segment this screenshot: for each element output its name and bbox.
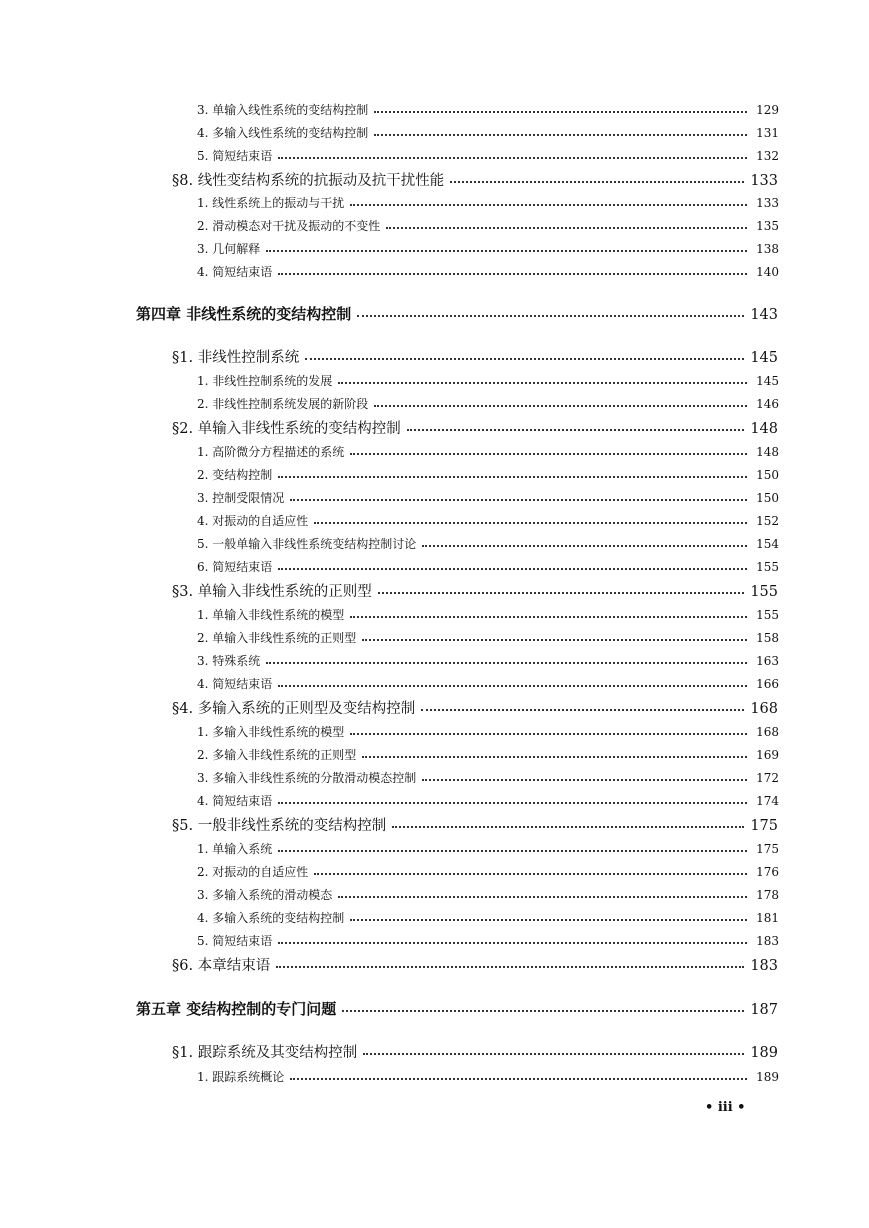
- dot-leader: [374, 405, 747, 407]
- entry-page: 178: [756, 888, 779, 902]
- dot-leader: [338, 382, 747, 384]
- toc-entry: [197, 675, 779, 692]
- entry-label: 1. 单输入非线性系统的模型: [197, 608, 345, 622]
- entry-label: 1. 单输入系统: [197, 842, 273, 856]
- toc-entry: [197, 194, 779, 211]
- toc-entry: [197, 746, 779, 763]
- dot-leader: [266, 662, 747, 664]
- dot-leader: [290, 499, 747, 501]
- page-number-footer: • iii •: [705, 1100, 746, 1115]
- entry-page: 150: [756, 468, 779, 482]
- dot-leader: [362, 639, 747, 641]
- chapter-page: 143: [750, 307, 778, 323]
- dot-leader: [407, 429, 745, 431]
- entry-label: 3. 特殊系统: [197, 654, 261, 668]
- entry-page: 175: [756, 842, 779, 856]
- toc-entry: [197, 535, 779, 552]
- toc-entry: [172, 346, 778, 367]
- entry-label: 2. 滑动模态对干扰及振动的不变性: [197, 219, 381, 233]
- entry-label: 1. 高阶微分方程描述的系统: [197, 445, 345, 459]
- toc-entry: [172, 580, 778, 601]
- entry-page: 148: [756, 445, 779, 459]
- entry-label: 4. 多输入系统的变结构控制: [197, 911, 345, 925]
- entry-page: 176: [756, 865, 779, 879]
- toc-entry: [197, 629, 779, 646]
- entry-page: 155: [750, 584, 778, 600]
- toc-entry: [197, 932, 779, 949]
- entry-page: 133: [756, 196, 779, 210]
- toc-entry: [197, 395, 779, 412]
- dot-leader: [350, 919, 747, 921]
- entry-label: 1. 多输入非线性系统的模型: [197, 725, 345, 739]
- entry-label: 2. 单输入非线性系统的正则型: [197, 631, 357, 645]
- entry-page: 168: [756, 725, 779, 739]
- dot-leader: [266, 250, 747, 252]
- entry-page: 146: [756, 397, 779, 411]
- chapter-label: 第四章 非线性系统的变结构控制: [136, 305, 352, 323]
- entry-page: 145: [756, 374, 779, 388]
- toc-entry: [197, 909, 779, 926]
- entry-label: 3. 多输入系统的滑动模态: [197, 888, 333, 902]
- dot-leader: [450, 181, 744, 183]
- entry-page: 138: [756, 242, 779, 256]
- entry-label: 4. 多输入线性系统的变结构控制: [197, 126, 369, 140]
- entry-label: §5. 一般非线性系统的变结构控制: [172, 818, 387, 834]
- dot-leader: [278, 568, 747, 570]
- toc-entry: [172, 417, 778, 438]
- toc-entry: [172, 814, 778, 835]
- dot-leader: [338, 896, 747, 898]
- toc-entry: [197, 443, 779, 460]
- entry-page: 174: [756, 794, 779, 808]
- entry-page: 168: [750, 701, 778, 717]
- entry-page: 163: [756, 654, 779, 668]
- entry-page: 145: [750, 350, 778, 366]
- dot-leader: [276, 966, 744, 968]
- dot-leader: [278, 850, 747, 852]
- entry-label: 1. 线性系统上的振动与干扰: [197, 196, 345, 210]
- toc-entry: [197, 792, 779, 809]
- entry-label: §6. 本章结束语: [172, 958, 271, 974]
- toc-entry: [197, 840, 779, 857]
- entry-page: 140: [756, 265, 779, 279]
- entry-page: 183: [756, 934, 779, 948]
- entry-page: 155: [756, 560, 779, 574]
- dot-leader: [342, 1010, 744, 1012]
- toc-entry: [172, 954, 778, 975]
- toc-entry: [197, 606, 779, 623]
- dot-leader: [290, 1078, 747, 1080]
- entry-label: 4. 简短结束语: [197, 265, 273, 279]
- entry-label: 5. 一般单输入非线性系统变结构控制讨论: [197, 537, 417, 551]
- entry-label: 2. 对振动的自适应性: [197, 865, 309, 879]
- entry-label: 5. 简短结束语: [197, 149, 273, 163]
- toc-entry: [197, 652, 779, 669]
- entry-page: 154: [756, 537, 779, 551]
- dot-leader: [374, 111, 747, 113]
- entry-label: §2. 单输入非线性系统的变结构控制: [172, 421, 401, 437]
- entry-label: 6. 简短结束语: [197, 560, 273, 574]
- chapter-label: 第五章 变结构控制的专门问题: [136, 1000, 337, 1018]
- toc-entry: [197, 863, 779, 880]
- dot-leader: [350, 453, 747, 455]
- entry-page: 152: [756, 514, 779, 528]
- entry-page: 150: [756, 491, 779, 505]
- entry-label: 2. 变结构控制: [197, 468, 273, 482]
- entry-page: 155: [756, 608, 779, 622]
- dot-leader: [278, 685, 747, 687]
- entry-label: 2. 多输入非线性系统的正则型: [197, 748, 357, 762]
- entry-page: 133: [750, 173, 778, 189]
- entry-label: §1. 非线性控制系统: [172, 350, 300, 366]
- toc-entry: [197, 558, 779, 575]
- entry-page: 189: [750, 1045, 778, 1061]
- toc-entry: [172, 169, 778, 190]
- entry-label: §1. 跟踪系统及其变结构控制: [172, 1045, 358, 1061]
- chapter-entry: [136, 998, 778, 1019]
- dot-leader: [374, 134, 747, 136]
- entry-page: 148: [750, 421, 778, 437]
- dot-leader: [278, 942, 747, 944]
- dot-leader: [422, 545, 747, 547]
- toc-entry: [197, 1068, 779, 1085]
- toc-entry: [197, 466, 779, 483]
- toc-entry: [197, 886, 779, 903]
- dot-leader: [392, 826, 744, 828]
- entry-page: 132: [756, 149, 779, 163]
- dot-leader: [378, 592, 745, 594]
- entry-label: §8. 线性变结构系统的抗振动及抗干扰性能: [172, 173, 445, 189]
- dot-leader: [363, 1053, 744, 1055]
- entry-page: 135: [756, 219, 779, 233]
- entry-label: §3. 单输入非线性系统的正则型: [172, 584, 372, 600]
- toc-entry: [197, 489, 779, 506]
- entry-label: 3. 单输入线性系统的变结构控制: [197, 103, 369, 117]
- dot-leader: [386, 227, 747, 229]
- dot-leader: [350, 204, 747, 206]
- toc-entry: [197, 147, 779, 164]
- dot-leader: [314, 522, 747, 524]
- entry-label: 4. 对振动的自适应性: [197, 514, 309, 528]
- entry-label: 1. 跟踪系统概论: [197, 1070, 285, 1084]
- dot-leader: [305, 358, 744, 360]
- entry-page: 172: [756, 771, 779, 785]
- toc-entry: [197, 101, 779, 118]
- entry-label: 1. 非线性控制系统的发展: [197, 374, 333, 388]
- toc-entry: [197, 769, 779, 786]
- toc-entry: [197, 512, 779, 529]
- entry-label: 3. 控制受限情况: [197, 491, 285, 505]
- chapter-page: 187: [750, 1002, 778, 1018]
- dot-leader: [314, 873, 747, 875]
- dot-leader: [362, 756, 747, 758]
- entry-page: 183: [750, 958, 778, 974]
- entry-label: 4. 简短结束语: [197, 794, 273, 808]
- entry-page: 131: [756, 126, 779, 140]
- dot-leader: [350, 733, 747, 735]
- toc-entry: [172, 697, 778, 718]
- entry-label: 2. 非线性控制系统发展的新阶段: [197, 397, 369, 411]
- entry-label: 3. 多输入非线性系统的分散滑动模态控制: [197, 771, 417, 785]
- entry-label: 3. 几何解释: [197, 242, 261, 256]
- toc-entry: [172, 1041, 778, 1062]
- toc-entry: [197, 217, 779, 234]
- toc-entry: [197, 372, 779, 389]
- entry-page: 129: [756, 103, 779, 117]
- dot-leader: [421, 709, 744, 711]
- dot-leader: [357, 315, 744, 317]
- toc-entry: [197, 124, 779, 141]
- toc-entry: [197, 240, 779, 257]
- entry-page: 175: [750, 818, 778, 834]
- entry-page: 169: [756, 748, 779, 762]
- toc-entry: [197, 723, 779, 740]
- dot-leader: [422, 779, 747, 781]
- dot-leader: [278, 157, 747, 159]
- entry-page: 166: [756, 677, 779, 691]
- entry-page: 189: [756, 1070, 779, 1084]
- dot-leader: [278, 273, 747, 275]
- entry-page: 181: [756, 911, 779, 925]
- entry-page: 158: [756, 631, 779, 645]
- dot-leader: [350, 616, 747, 618]
- dot-leader: [278, 802, 747, 804]
- entry-label: 5. 简短结束语: [197, 934, 273, 948]
- dot-leader: [278, 476, 747, 478]
- chapter-entry: [136, 303, 778, 324]
- toc-entry: [197, 263, 779, 280]
- entry-label: §4. 多输入系统的正则型及变结构控制: [172, 701, 416, 717]
- entry-label: 4. 简短结束语: [197, 677, 273, 691]
